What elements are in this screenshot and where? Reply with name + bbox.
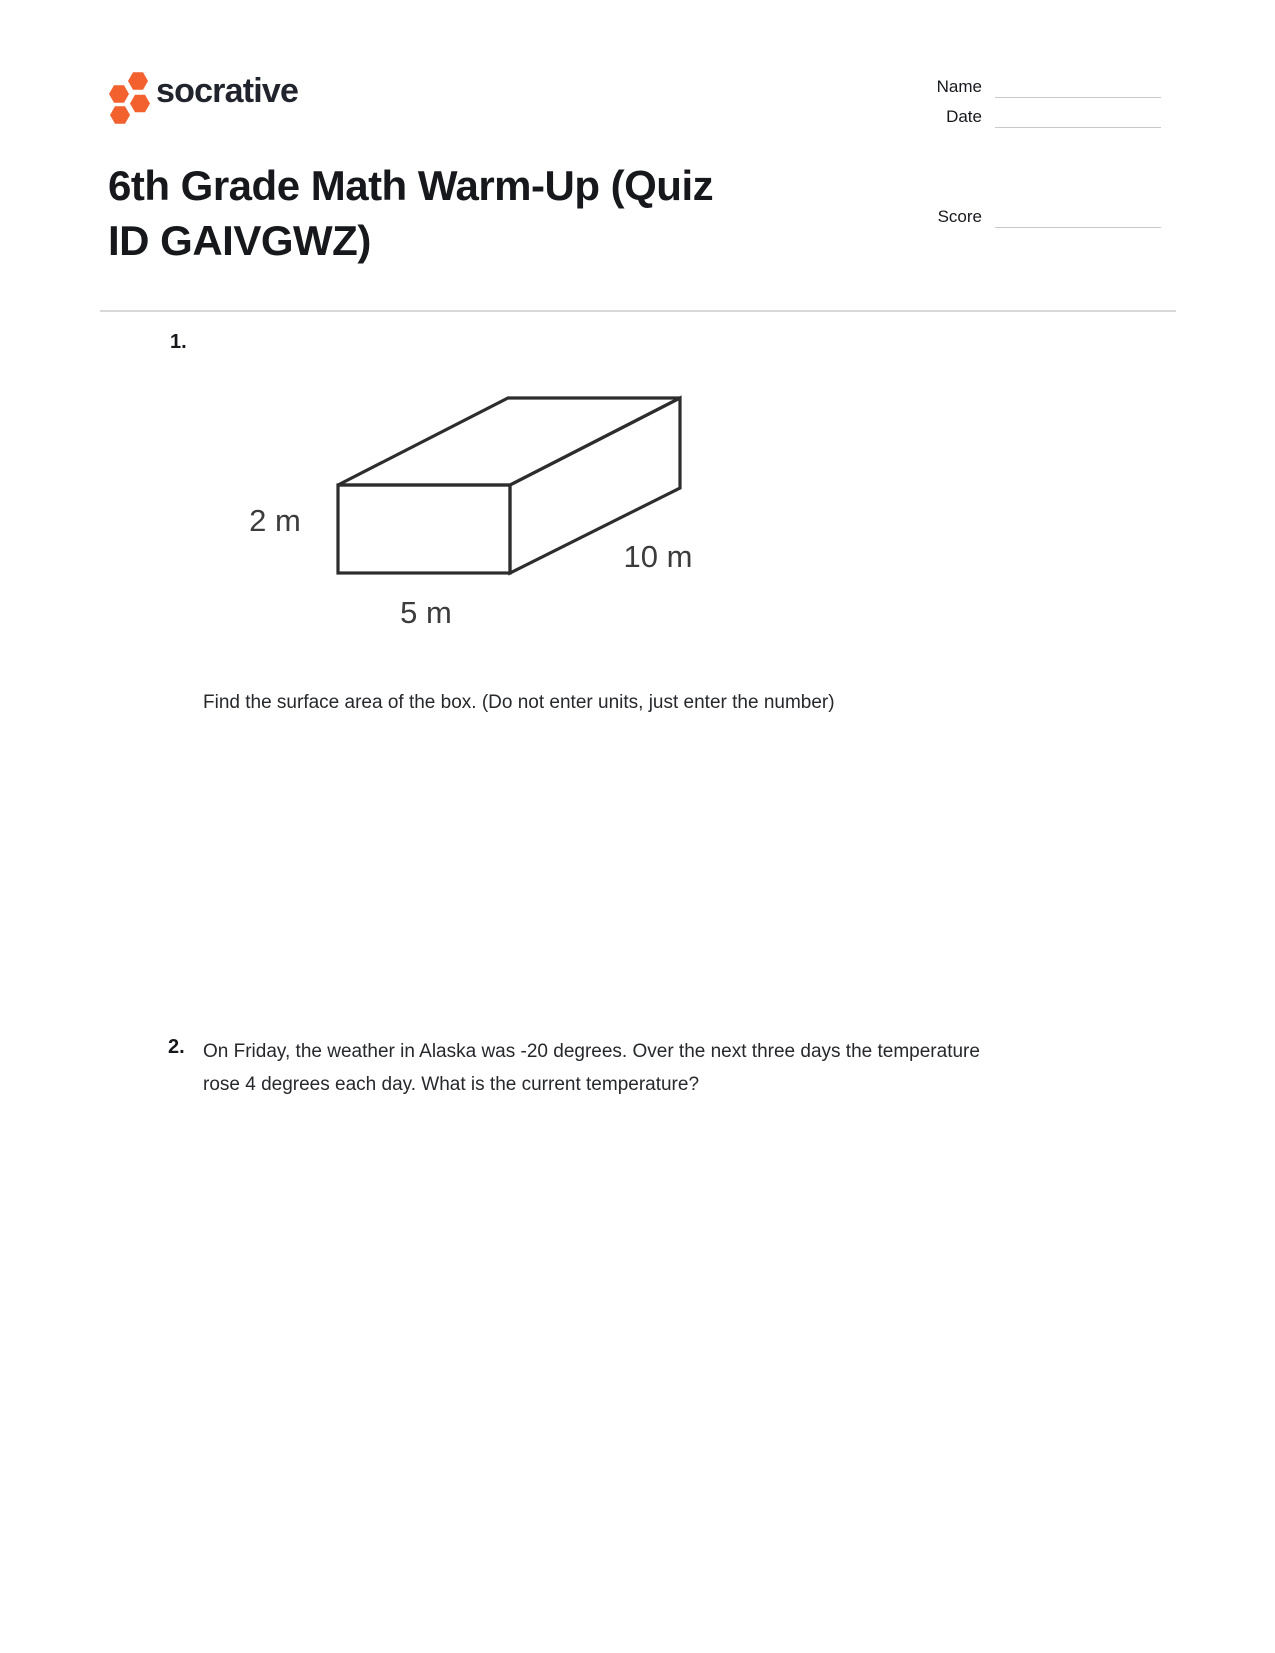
rectangular-prism-figure-icon — [220, 355, 710, 635]
question-1-prompt: Find the surface area of the box. (Do not enter units, just enter the number) — [203, 692, 835, 713]
name-label: Name — [936, 77, 982, 96]
question-1-figure — [220, 355, 710, 635]
date-blank-line — [995, 108, 1161, 128]
logo-hexagon-bottom-left — [110, 106, 130, 123]
question-2-prompt-line-1: On Friday, the weather in Alaska was -20 degrees. Over the next three days the temperature — [203, 1041, 980, 1062]
question-1-number: 1. — [170, 331, 187, 353]
header-divider — [100, 310, 1176, 312]
logo-hexagon-mid-right — [130, 95, 150, 112]
page-title-line-1: 6th Grade Math Warm-Up (Quiz — [108, 162, 714, 209]
box-length-label: 10 m — [623, 539, 693, 574]
question-2-prompt-line-2: rose 4 degrees each day. What is the current temperature? — [203, 1074, 700, 1095]
socrative-wordmark: socrative — [156, 72, 299, 110]
page-title — [108, 158, 868, 268]
score-field-row — [938, 206, 1161, 228]
box-front-face — [338, 485, 510, 573]
socrative-hexagons-icon — [103, 66, 155, 128]
box-height-label: 2 m — [249, 503, 301, 538]
date-label: Date — [946, 107, 982, 126]
score-label: Score — [937, 207, 982, 226]
box-top-face — [338, 398, 680, 485]
logo-hexagon-top-right — [128, 72, 148, 89]
logo-hexagon-mid-left — [109, 85, 129, 102]
question-2-number: 2. — [168, 1036, 185, 1058]
box-width-label: 5 m — [400, 595, 452, 630]
name-blank-line — [995, 78, 1161, 98]
score-blank-line — [995, 208, 1161, 228]
page-title-line-2: ID GAIVGWZ) — [108, 217, 371, 264]
socrative-logo — [103, 66, 155, 133]
name-field-row — [937, 76, 1161, 98]
question-2-prompt — [203, 1035, 1153, 1101]
date-field-row — [946, 106, 1161, 128]
